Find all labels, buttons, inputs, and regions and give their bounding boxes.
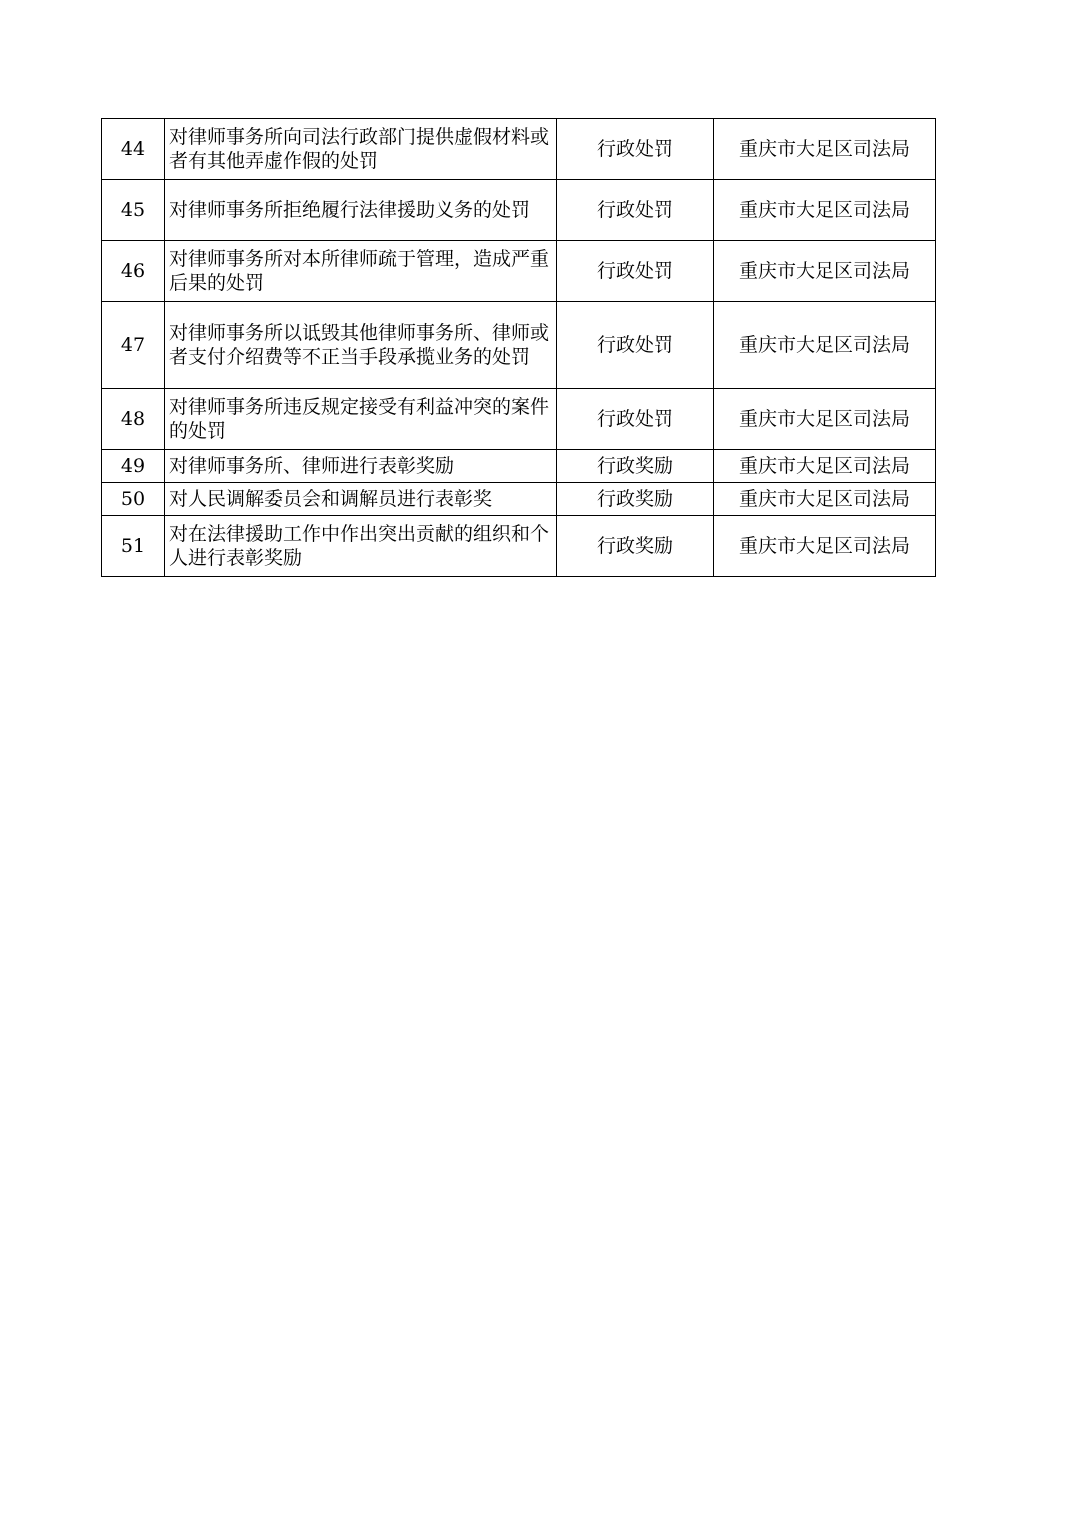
- row-item-department: 重庆市大足区司法局: [714, 516, 936, 577]
- row-item-type: 行政处罚: [557, 241, 714, 302]
- row-item-type: 行政处罚: [557, 389, 714, 450]
- table-row: [102, 516, 936, 577]
- row-index: 47: [102, 302, 165, 389]
- table-row: [102, 119, 936, 180]
- row-item-type: 行政奖励: [557, 516, 714, 577]
- table-row: [102, 450, 936, 483]
- row-item-type: 行政处罚: [557, 302, 714, 389]
- table-row: [102, 180, 936, 241]
- row-item-name: 对律师事务所向司法行政部门提供虚假材料或者有其他弄虚作假的处罚: [165, 119, 557, 180]
- row-item-department: 重庆市大足区司法局: [714, 302, 936, 389]
- power-list-table-container: [101, 118, 910, 577]
- row-item-department: 重庆市大足区司法局: [714, 450, 936, 483]
- row-index: 46: [102, 241, 165, 302]
- row-item-name: 对在法律援助工作中作出突出贡献的组织和个人进行表彰奖励: [165, 516, 557, 577]
- table-row: [102, 302, 936, 389]
- row-item-name: 对人民调解委员会和调解员进行表彰奖: [165, 483, 557, 516]
- row-item-department: 重庆市大足区司法局: [714, 389, 936, 450]
- row-item-type: 行政处罚: [557, 180, 714, 241]
- table-row: [102, 389, 936, 450]
- table-row: [102, 241, 936, 302]
- row-index: 45: [102, 180, 165, 241]
- row-item-name: 对律师事务所违反规定接受有利益冲突的案件的处罚: [165, 389, 557, 450]
- row-item-name: 对律师事务所、律师进行表彰奖励: [165, 450, 557, 483]
- row-index: 44: [102, 119, 165, 180]
- power-list-table: [101, 118, 936, 577]
- row-index: 50: [102, 483, 165, 516]
- row-item-department: 重庆市大足区司法局: [714, 180, 936, 241]
- table-row: [102, 483, 936, 516]
- row-index: 49: [102, 450, 165, 483]
- row-item-name: 对律师事务所以诋毁其他律师事务所、律师或者支付介绍费等不正当手段承揽业务的处罚: [165, 302, 557, 389]
- row-item-name: 对律师事务所拒绝履行法律援助义务的处罚: [165, 180, 557, 241]
- row-item-type: 行政奖励: [557, 483, 714, 516]
- row-index: 48: [102, 389, 165, 450]
- row-item-department: 重庆市大足区司法局: [714, 483, 936, 516]
- row-item-type: 行政处罚: [557, 119, 714, 180]
- row-item-type: 行政奖励: [557, 450, 714, 483]
- table-body: [102, 119, 936, 577]
- row-index: 51: [102, 516, 165, 577]
- row-item-name: 对律师事务所对本所律师疏于管理，造成严重后果的处罚: [165, 241, 557, 302]
- row-item-department: 重庆市大足区司法局: [714, 241, 936, 302]
- row-item-department: 重庆市大足区司法局: [714, 119, 936, 180]
